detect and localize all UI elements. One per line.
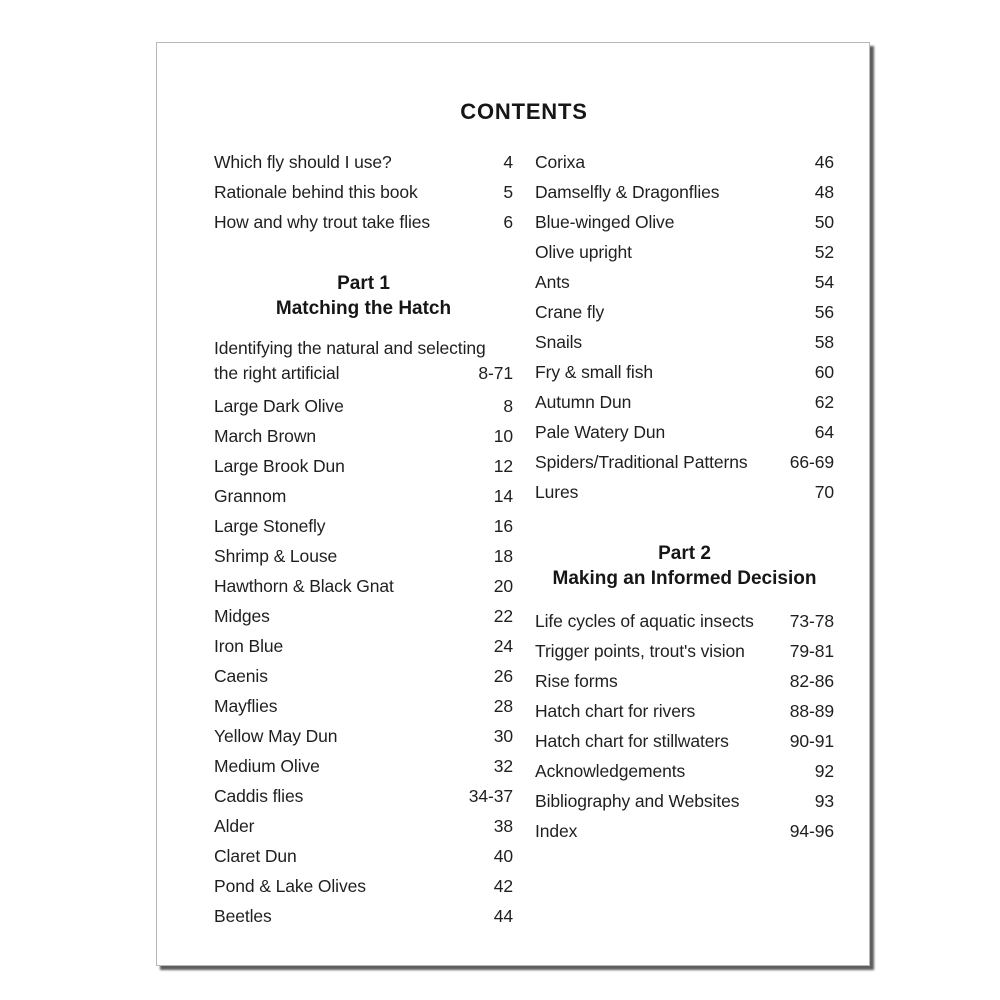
- toc-entry-label: Alder: [214, 816, 255, 836]
- toc-entry-page: 8: [503, 396, 513, 416]
- toc-entry: [535, 177, 834, 207]
- toc-entry: [535, 666, 834, 696]
- toc-entry-page: 12: [493, 456, 513, 476]
- toc-entry-wrapped: [214, 336, 513, 386]
- toc-entry-label: Olive upright: [535, 242, 632, 262]
- part1-entries-list: [214, 391, 513, 931]
- toc-entry-label: Medium Olive: [214, 756, 320, 776]
- toc-entry-label: Rationale behind this book: [214, 182, 418, 202]
- toc-entry: [214, 811, 513, 841]
- toc-entry: [214, 631, 513, 661]
- toc-entry: [214, 147, 513, 177]
- toc-entry: [214, 481, 513, 511]
- toc-entry-label: Lures: [535, 482, 579, 502]
- toc-entry: [535, 417, 834, 447]
- toc-entry: [214, 511, 513, 541]
- contents-page: [156, 42, 870, 966]
- toc-entry-label: Spiders/Traditional Patterns: [535, 452, 748, 472]
- toc-entry-label: Hatch chart for stillwaters: [535, 731, 729, 751]
- toc-entry-page: 52: [814, 242, 834, 262]
- toc-entry-label: Ants: [535, 272, 570, 292]
- toc-entry: [535, 357, 834, 387]
- toc-entry-page: 93: [814, 791, 834, 811]
- toc-entry-page: 34-37: [468, 786, 513, 806]
- toc-entry: [214, 177, 513, 207]
- toc-entry-label: Caenis: [214, 666, 268, 686]
- toc-entry-label: Pale Watery Dun: [535, 422, 666, 442]
- toc-entry-label: Mayflies: [214, 696, 278, 716]
- toc-entry: [535, 237, 834, 267]
- toc-entry-page: 73-78: [789, 611, 834, 631]
- toc-entry-label: Corixa: [535, 152, 585, 172]
- toc-entry-label: Fry & small fish: [535, 362, 653, 382]
- toc-entry: [535, 816, 834, 846]
- toc-entry: [535, 327, 834, 357]
- toc-entry-page: 58: [814, 332, 834, 352]
- toc-entry-label: Acknowledgements: [535, 761, 686, 781]
- toc-entry-page: 32: [493, 756, 513, 776]
- toc-entry-page: 90-91: [789, 731, 834, 751]
- toc-entry-page: 56: [814, 302, 834, 322]
- toc-entry: [214, 601, 513, 631]
- toc-entry-page: 28: [493, 696, 513, 716]
- toc-entry-page: 88-89: [789, 701, 834, 721]
- toc-entry-label: March Brown: [214, 426, 316, 446]
- toc-entry-page: 22: [493, 606, 513, 626]
- toc-entry-label: Pond & Lake Olives: [214, 876, 366, 896]
- toc-entry-page: 5: [503, 182, 513, 202]
- toc-entry-label: Bibliography and Websites: [535, 791, 740, 811]
- toc-entry: [535, 477, 834, 507]
- toc-entry-page: 48: [814, 182, 834, 202]
- toc-entry: [214, 421, 513, 451]
- toc-entry: [214, 841, 513, 871]
- toc-entry-page: 42: [493, 876, 513, 896]
- toc-entry: [535, 606, 834, 636]
- toc-entry: [535, 447, 834, 477]
- part1-header-line2: Matching the Hatch: [275, 298, 452, 319]
- toc-entry: [214, 207, 513, 237]
- toc-entry-label: Yellow May Dun: [214, 726, 338, 746]
- toc-entry: [535, 147, 834, 177]
- toc-entry: [214, 391, 513, 421]
- toc-entry-label: Midges: [214, 606, 270, 626]
- toc-entry-label: Hatch chart for rivers: [535, 701, 696, 721]
- toc-entry-label: Trigger points, trout's vision: [535, 641, 745, 661]
- part2-entries-list: [535, 606, 834, 846]
- toc-entry-label: Claret Dun: [214, 846, 297, 866]
- toc-entry-page: 6: [503, 212, 513, 232]
- toc-columns: [214, 147, 834, 931]
- toc-entry: [535, 267, 834, 297]
- toc-entry-page: 20: [493, 576, 513, 596]
- toc-entry-label: Iron Blue: [214, 636, 284, 656]
- toc-entry-page: 8-71: [478, 363, 513, 383]
- part1-header-line1: Part 1: [337, 273, 390, 294]
- toc-entry-page: 70: [814, 482, 834, 502]
- part2-header-line2: Making an Informed Decision: [552, 568, 817, 589]
- toc-entry-page: 18: [493, 546, 513, 566]
- toc-entry: [214, 541, 513, 571]
- toc-entry-label: Large Stonefly: [214, 516, 326, 536]
- toc-entry-label: Beetles: [214, 906, 272, 926]
- toc-entry-page: 60: [814, 362, 834, 382]
- toc-entry: [214, 751, 513, 781]
- toc-entry-page: 82-86: [789, 671, 834, 691]
- toc-entry: [214, 451, 513, 481]
- toc-left-column: [214, 147, 513, 931]
- toc-entry-page: 38: [493, 816, 513, 836]
- part2-header: [535, 541, 834, 591]
- toc-entry-label: How and why trout take flies: [214, 212, 431, 232]
- toc-entry-page: 24: [493, 636, 513, 656]
- toc-entry: [535, 756, 834, 786]
- toc-entry-page: 40: [493, 846, 513, 866]
- toc-entry: [214, 901, 513, 931]
- page-title: CONTENTS: [460, 99, 588, 124]
- toc-entry-label: Which fly should I use?: [214, 152, 392, 172]
- part1-header: [214, 271, 513, 321]
- toc-entry-page: 10: [493, 426, 513, 446]
- toc-entry: [535, 726, 834, 756]
- toc-entry-label: Snails: [535, 332, 583, 352]
- toc-entry-label: Large Brook Dun: [214, 456, 345, 476]
- toc-entry: [535, 297, 834, 327]
- toc-entry-page: 50: [814, 212, 834, 232]
- toc-entry: [535, 387, 834, 417]
- toc-entry-page: 94-96: [789, 821, 834, 841]
- toc-entry-label: the right artificial: [214, 363, 340, 383]
- toc-entry-page: 14: [493, 486, 513, 506]
- toc-entry: [535, 207, 834, 237]
- toc-entry: [214, 661, 513, 691]
- toc-entry: [214, 781, 513, 811]
- toc-entry-page: 44: [493, 906, 513, 926]
- toc-entry-label: Shrimp & Louse: [214, 546, 338, 566]
- toc-entry: [214, 871, 513, 901]
- toc-entry-label: Identifying the natural and selecting: [214, 338, 486, 358]
- part2-header-line1: Part 2: [658, 543, 711, 564]
- toc-entry-label: Rise forms: [535, 671, 618, 691]
- toc-entry-page: 54: [814, 272, 834, 292]
- toc-entry-page: 4: [503, 152, 513, 172]
- toc-entry-page: 30: [493, 726, 513, 746]
- toc-entry-label: Caddis flies: [214, 786, 304, 806]
- toc-entry-label: Life cycles of aquatic insects: [535, 611, 754, 631]
- toc-entry-label: Index: [535, 821, 578, 841]
- toc-entry-page: 66-69: [789, 452, 834, 472]
- toc-entry-label: Blue-winged Olive: [535, 212, 675, 232]
- toc-entry: [214, 721, 513, 751]
- intro-entries-list: [214, 147, 513, 237]
- toc-entry-label: Autumn Dun: [535, 392, 632, 412]
- toc-entry: [214, 691, 513, 721]
- toc-entry: [535, 786, 834, 816]
- toc-entry-label: Large Dark Olive: [214, 396, 344, 416]
- toc-entry-page: 26: [493, 666, 513, 686]
- toc-entry-page: 79-81: [789, 641, 834, 661]
- toc-entry-label: Grannom: [214, 486, 287, 506]
- toc-entry-label: Crane fly: [535, 302, 605, 322]
- toc-entry-page: 46: [814, 152, 834, 172]
- toc-entry-label: Damselfly & Dragonflies: [535, 182, 720, 202]
- toc-entry-page: 64: [814, 422, 834, 442]
- toc-entry-page: 62: [814, 392, 834, 412]
- toc-right-column: [535, 147, 834, 931]
- toc-entry: [214, 571, 513, 601]
- toc-entry-page: 16: [493, 516, 513, 536]
- part1-entries-list-continued: [535, 147, 834, 507]
- toc-entry: [535, 636, 834, 666]
- toc-entry-label: Hawthorn & Black Gnat: [214, 576, 394, 596]
- toc-entry-page: 92: [814, 761, 834, 781]
- toc-entry: [535, 696, 834, 726]
